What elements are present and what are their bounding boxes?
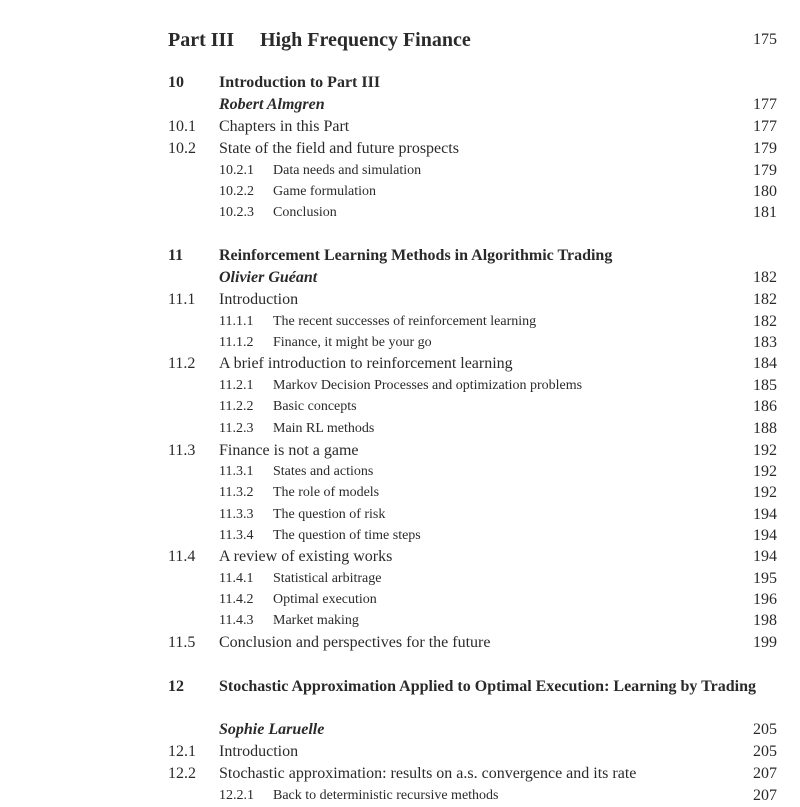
- toc-subsection-row[interactable]: [168, 785, 777, 807]
- page-number: 182: [753, 269, 777, 286]
- toc-chapter-11[interactable]: [168, 245, 777, 267]
- subsection-title: Back to deterministic recursive methods: [273, 788, 499, 803]
- section-title: Stochastic approximation: results on a.s. convergence and its rate: [219, 765, 637, 782]
- part-label: Part III: [168, 29, 235, 51]
- subsection-number: 10.2.3: [219, 205, 254, 220]
- section-number: 11.4: [168, 548, 196, 565]
- toc-subsection-row[interactable]: [168, 202, 777, 224]
- page-number: 188: [753, 420, 777, 437]
- subsection-number: 11.2.3: [219, 421, 254, 436]
- toc-subsection-row[interactable]: [168, 525, 777, 547]
- chapter-title: Introduction to Part III: [219, 74, 381, 91]
- author-name: Olivier Guéant: [219, 269, 318, 286]
- subsection-number: 11.1.1: [219, 314, 254, 329]
- subsection-title: Market making: [273, 613, 359, 628]
- section-number: 10.1: [168, 118, 196, 135]
- toc-author-row[interactable]: [168, 267, 777, 289]
- subsection-number: 10.2.2: [219, 184, 254, 199]
- page-number: 192: [753, 484, 777, 501]
- page-number: 180: [753, 183, 777, 200]
- section-title: Conclusion and perspectives for the future: [219, 634, 491, 651]
- subsection-number: 11.4.1: [219, 571, 254, 586]
- page-number: 177: [753, 96, 777, 113]
- section-number: 10.2: [168, 140, 196, 157]
- subsection-number: 11.2.2: [219, 399, 254, 414]
- part-page-number: 175: [753, 31, 777, 48]
- part-heading[interactable]: [168, 25, 777, 55]
- subsection-number: 11.2.1: [219, 378, 254, 393]
- page-number: 195: [753, 570, 777, 587]
- section-number: 11.2: [168, 355, 196, 372]
- toc-subsection-row[interactable]: [168, 504, 777, 526]
- page-number: 192: [753, 442, 777, 459]
- author-name: Sophie Laruelle: [219, 721, 325, 738]
- subsection-title: Conclusion: [273, 205, 337, 220]
- chapter-number: 11: [168, 247, 184, 264]
- toc-chapter-10[interactable]: [168, 72, 777, 94]
- page-number: 186: [753, 398, 777, 415]
- toc-author-row[interactable]: [168, 94, 777, 116]
- section-title: Chapters in this Part: [219, 118, 350, 135]
- toc-subsection-row[interactable]: [168, 396, 777, 418]
- page-number: 198: [753, 612, 777, 629]
- page-number: 192: [753, 463, 777, 480]
- section-number: 12.1: [168, 743, 196, 760]
- subsection-number: 12.2.1: [219, 788, 254, 803]
- subsection-number: 11.4.3: [219, 613, 254, 628]
- toc-subsection-row[interactable]: [168, 332, 777, 354]
- subsection-title: Statistical arbitrage: [273, 571, 382, 586]
- page-number: 194: [753, 548, 777, 565]
- part-title: High Frequency Finance: [260, 29, 471, 51]
- toc-subsection-row[interactable]: [168, 461, 777, 483]
- chapter-number: 12: [168, 678, 184, 695]
- page-number: 182: [753, 291, 777, 308]
- toc-subsection-row[interactable]: [168, 418, 777, 440]
- page-number: 196: [753, 591, 777, 608]
- subsection-title: The role of models: [273, 485, 380, 500]
- subsection-number: 11.4.2: [219, 592, 254, 607]
- page-number: 182: [753, 313, 777, 330]
- toc-chapter-12[interactable]: [168, 676, 777, 720]
- chapter-number: 10: [168, 74, 184, 91]
- subsection-number: 11.3.3: [219, 507, 254, 522]
- page-number: 207: [753, 787, 777, 804]
- page-number: 179: [753, 162, 777, 179]
- subsection-title: Data needs and simulation: [273, 163, 422, 178]
- toc-section-row[interactable]: [168, 440, 777, 462]
- subsection-title: States and actions: [273, 464, 374, 479]
- section-number: 11.1: [168, 291, 196, 308]
- toc-section-row[interactable]: [168, 289, 777, 311]
- section-title: State of the field and future prospects: [219, 140, 459, 157]
- chapter-title: Stochastic Approximation Applied to Optimal Execution: Learning by Trading: [219, 678, 756, 695]
- page-number: 207: [753, 765, 777, 782]
- section-title: A brief introduction to reinforcement learning: [219, 355, 513, 372]
- toc-subsection-row[interactable]: [168, 568, 777, 590]
- subsection-title: Basic concepts: [273, 399, 357, 414]
- subsection-title: Main RL methods: [273, 421, 375, 436]
- toc-section-row[interactable]: [168, 116, 777, 138]
- subsection-number: 11.3.1: [219, 464, 254, 479]
- toc-section-row[interactable]: [168, 138, 777, 160]
- page-number: 183: [753, 334, 777, 351]
- toc-subsection-row[interactable]: [168, 160, 777, 182]
- toc-subsection-row[interactable]: [168, 181, 777, 203]
- toc-section-row[interactable]: [168, 741, 777, 763]
- toc-section-row[interactable]: [168, 763, 777, 785]
- page-number: 185: [753, 377, 777, 394]
- toc-subsection-row[interactable]: [168, 482, 777, 504]
- subsection-number: 11.3.2: [219, 485, 254, 500]
- page-number: 199: [753, 634, 777, 651]
- toc-author-row[interactable]: [168, 719, 777, 741]
- page-number: 205: [753, 743, 777, 760]
- subsection-title: The question of time steps: [273, 528, 421, 543]
- section-title: Introduction: [219, 743, 299, 760]
- author-name: Robert Almgren: [219, 96, 325, 113]
- subsection-title: The recent successes of reinforcement learning: [273, 314, 537, 329]
- subsection-title: Markov Decision Processes and optimization problems: [273, 378, 583, 393]
- chapter-title: Reinforcement Learning Methods in Algorithmic Trading: [219, 247, 613, 264]
- page-number: 181: [753, 204, 777, 221]
- subsection-title: Game formulation: [273, 184, 377, 199]
- toc-section-row[interactable]: [168, 632, 777, 654]
- section-number: 11.3: [168, 442, 196, 459]
- page-number: 177: [753, 118, 777, 135]
- page-number: 194: [753, 506, 777, 523]
- subsection-title: Optimal execution: [273, 592, 377, 607]
- subsection-number: 10.2.1: [219, 163, 254, 178]
- toc-subsection-row[interactable]: [168, 589, 777, 611]
- section-number: 11.5: [168, 634, 196, 651]
- toc-section-row[interactable]: [168, 546, 777, 568]
- page-number: 205: [753, 721, 777, 738]
- page-number: 179: [753, 140, 777, 157]
- toc-subsection-row[interactable]: [168, 610, 777, 632]
- subsection-title: Finance, it might be your go: [273, 335, 432, 350]
- page-number: 194: [753, 527, 777, 544]
- subsection-number: 11.1.2: [219, 335, 254, 350]
- section-number: 12.2: [168, 765, 196, 782]
- section-title: Introduction: [219, 291, 299, 308]
- page-number: 184: [753, 355, 777, 372]
- subsection-number: 11.3.4: [219, 528, 254, 543]
- toc-subsection-row[interactable]: [168, 375, 777, 397]
- section-title: Finance is not a game: [219, 442, 359, 459]
- toc-section-row[interactable]: [168, 353, 777, 375]
- toc-subsection-row[interactable]: [168, 311, 777, 333]
- subsection-title: The question of risk: [273, 507, 386, 522]
- section-title: A review of existing works: [219, 548, 393, 565]
